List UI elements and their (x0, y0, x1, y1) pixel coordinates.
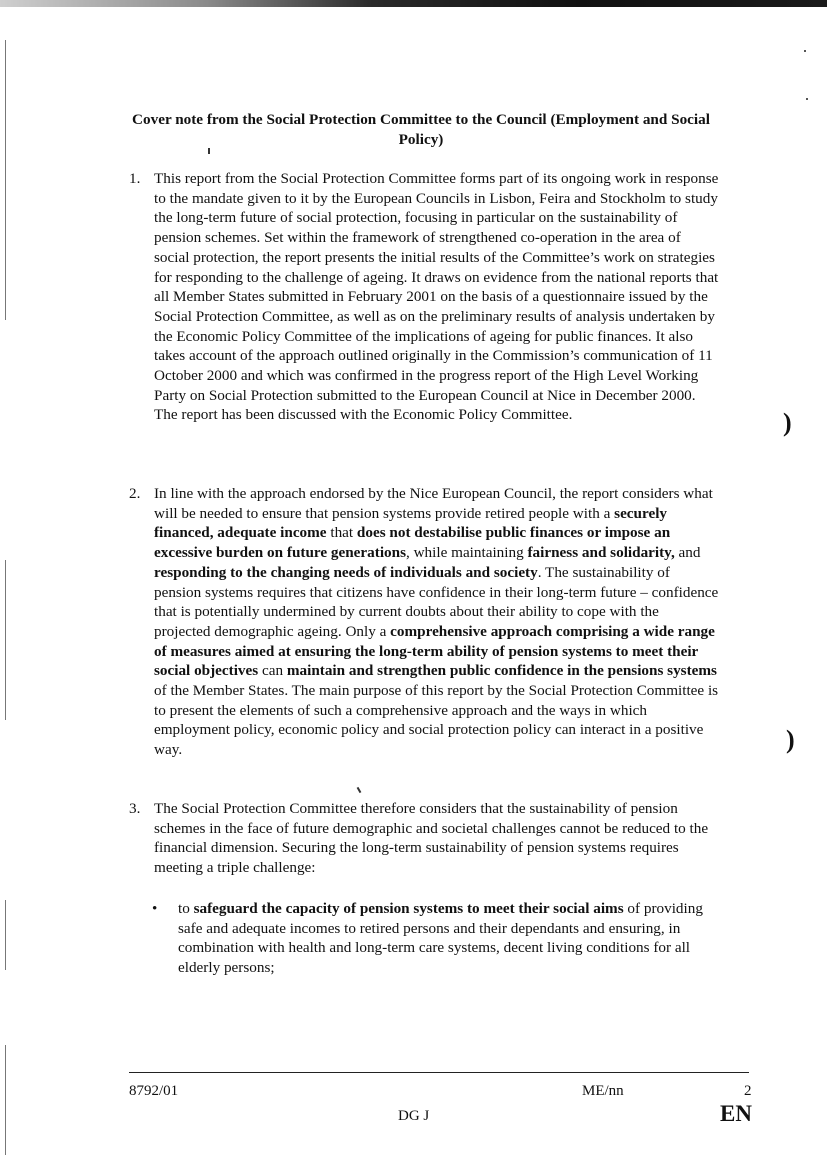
bullet-symbol: • (152, 900, 158, 917)
page-title: Cover note from the Social Protection Committee to the Council (Employment and Social Policy) (132, 111, 710, 148)
text-span: to (178, 900, 194, 917)
paragraph-3 (129, 799, 719, 878)
scan-edge-line (5, 900, 6, 970)
text-span: and (674, 544, 701, 562)
text-span: In line with the approach endorsed by the Nice European Council, the report considers what will be needed to ensure that pension systems provide retired people with a (154, 485, 713, 522)
paragraph-text: The Social Protection Committee therefore considers that the sustainability of pension schemes in the face of future demographic and societal challenges cannot be reduced to the financial dimension. Securing the long-term sustainability of pension systems requires meeting a triple challenge: (154, 800, 709, 877)
paragraph-1 (129, 169, 719, 425)
footer-dg: DG J (398, 1108, 430, 1124)
paragraph-2 (129, 484, 719, 760)
bold-text: securely financed, adequate income (154, 504, 668, 542)
scan-speck (804, 50, 806, 52)
footer-language: EN (720, 1101, 752, 1126)
footer-doc-number: 8792/01 (129, 1083, 179, 1099)
text-span: . The sustainability of pension systems requires that citizens have confidence in their long-term future – confidence that is potentially undermined by current doubts about their ability to cope with the projected demographic ageing. Only a (154, 563, 719, 640)
bold-text: maintain and strengthen public confidence in the pensions systems (286, 662, 717, 680)
bold-text: does not destabilise public finances or impose an excessive burden on future generations (154, 524, 671, 562)
text-span: of providing safe and adequate incomes to retired persons and their dependants and ensuring, in combination with health and long-term care systems, decent living conditions for all elderly persons; (178, 900, 703, 977)
scan-top-border (0, 0, 827, 7)
bold-text: responding to the changing needs of individuals and society (154, 563, 538, 581)
scan-edge-line (5, 560, 6, 720)
bold-text: safeguard the capacity of pension systems to meet their social aims (193, 900, 624, 917)
margin-bracket-mark: ) (783, 408, 792, 437)
scan-edge-line (5, 1045, 6, 1155)
scan-speck (806, 98, 808, 100)
text-span: can (258, 662, 287, 680)
footer-page-number: 2 (744, 1083, 752, 1099)
paragraph-number: 1. (129, 170, 141, 187)
footer-rule (129, 1072, 749, 1073)
paragraph-text: This report from the Social Protection Committee forms part of its ongoing work in response to the mandate given to it by the European Councils in Lisbon, Feira and Stockholm to study the long-term future of social protection, focusing in particular on the sustainability of pension schemes. Set within the framework of strengthened co-operation in the area of social protection, the report presents the initial results of the Committee’s work on strategies for responding to the challenge of ageing. It draws on evidence from the national reports that all Member States submitted in February 2001 on the basis of a questionnaire issued by the Social Protection Committee, as well as on the preliminary results of analysis undertaken by the Economic Policy Committee of the implications of ageing for public finances. It also takes account of the approach outlined originally in the Commission’s communication of 11 October 2000 and which was confirmed in the progress report of the High Level Working Party on Social Protection submitted to the European Council at Nice in December 2000. The report has been discussed with the Economic Policy Committee. (154, 170, 719, 424)
bullet-item (152, 899, 712, 978)
bold-text: fairness and solidarity, (527, 544, 675, 562)
paragraph-number: 2. (129, 485, 141, 502)
margin-bracket-mark: ) (786, 725, 795, 754)
bold-text: comprehensive approach comprising a wide range of measures aimed at ensuring the long-term ability of pension systems to meet their social objectives (154, 622, 715, 680)
footer-initials: ME/nn (582, 1083, 624, 1099)
scan-edge-line (5, 40, 6, 320)
pen-mark (357, 787, 362, 793)
text-span: of the Member States. The main purpose of this report by the Social Protection Committee is to present the elements of such a comprehensive approach and the ways in which employment policy, economic policy and social protection policy can interact in a positive way. (154, 682, 719, 759)
pen-mark (208, 148, 210, 154)
bullet-text (178, 899, 712, 978)
paragraph-text (154, 484, 719, 760)
text-span: , while maintaining (406, 544, 528, 562)
paragraph-number: 3. (129, 800, 141, 817)
text-span: that (326, 524, 357, 542)
